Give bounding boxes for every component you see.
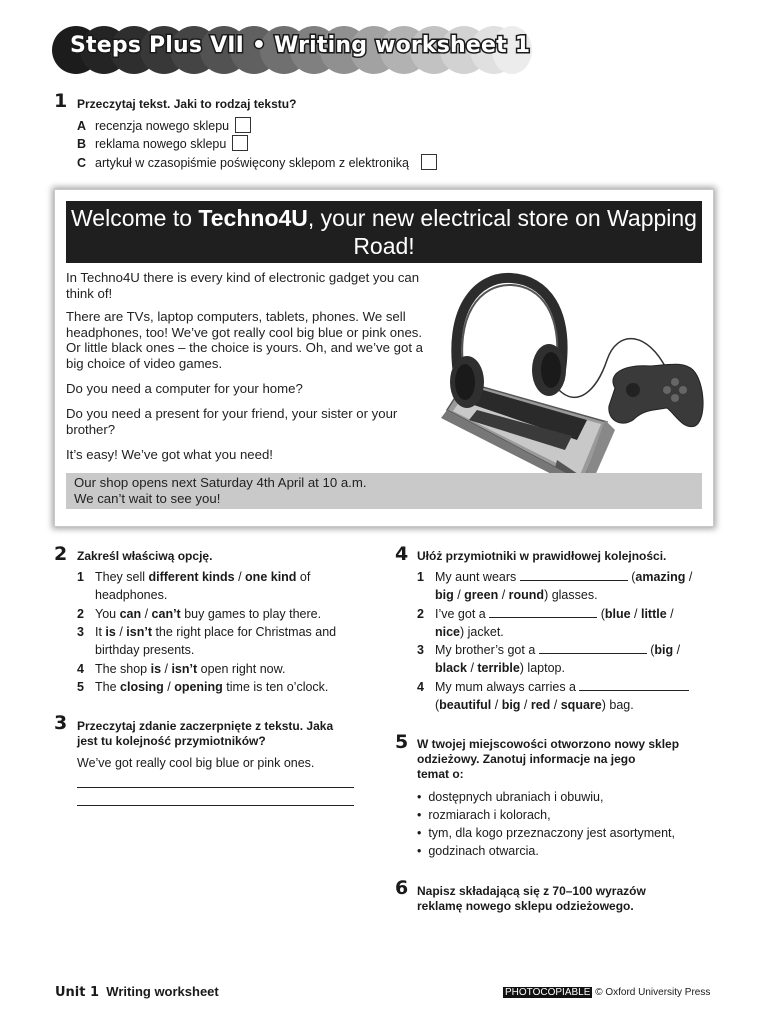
exercise-1-option-a: A recenzja nowego sklepu xyxy=(77,117,251,135)
advert-paragraph-2: There are TVs, laptop computers, tablets, phones. We sell headphones, too! We’ve got really cool big blue or pink ones. Or little black ones – the choice is yours. Oh, and we’ve got a big choice of video games. xyxy=(66,309,423,371)
worksheet-title: Steps Plus VII • Writing worksheet 1 xyxy=(70,33,531,58)
exercise-3-instruction: Przeczytaj zdanie zaczerpnięte z tekstu. Jaka jest tu kolejność przymiotników? xyxy=(77,719,334,748)
advert-opening-banner xyxy=(66,473,702,509)
exercise-3-sentence: We’ve got really cool big blue or pink ones. xyxy=(77,756,315,770)
exercise-6-number: 6 xyxy=(395,877,409,899)
advert-heading: Welcome to Techno4U, your new electrical store on Wapping Road! xyxy=(66,201,702,263)
closing-line: We can’t wait to see you! xyxy=(74,491,221,506)
exercise-2-item-5: 5 The closing / opening time is ten o’clock. xyxy=(77,680,329,694)
choice[interactable]: can xyxy=(119,607,142,621)
exercise-6-instruction: Napisz składającą się z 70–100 wyrazów reklamę nowego sklepu odzieżowego. xyxy=(417,884,646,913)
opening-date-line: Our shop opens next Saturday 4th April at 10 a.m. xyxy=(74,475,367,490)
answer-blank[interactable] xyxy=(520,569,628,581)
exercise-2-item-1: 1 They sell different kinds / one kind of headphones. xyxy=(77,570,311,602)
exercise-5-bullet-2: • rozmiarach i kolorach, xyxy=(417,808,551,822)
exercise-5-bullet-3: • tym, dla kogo przeznaczony jest asortyment, xyxy=(417,826,675,840)
advert-paragraph-1: In Techno4U there is every kind of electronic gadget you can think of! xyxy=(66,270,420,301)
exercise-4-instruction: Ułóż przymiotniki w prawidłowej kolejności. xyxy=(417,549,667,563)
choice[interactable]: can’t xyxy=(151,607,181,621)
gamepad-icon xyxy=(609,364,703,426)
exercise-3-number: 3 xyxy=(54,712,68,734)
exercise-2-item-2: 2 You can / can’t buy games to play there. xyxy=(77,607,322,621)
exercise-2-item-3: 3 It is / isn’t the right place for Christmas and birthday presents. xyxy=(77,625,337,657)
answer-blank[interactable] xyxy=(579,679,689,691)
exercise-4-item-2: 2 I’ve got a (blue / little / nice) jacket. xyxy=(417,607,674,639)
brand-name: Techno4U xyxy=(198,205,308,231)
footer-copyright: PHOTOCOPIABLE © Oxford University Press xyxy=(505,987,711,998)
checkbox-a[interactable] xyxy=(235,117,251,133)
exercise-1-option-c: C artykuł w czasopiśmie poświęcony sklepom z elektroniką xyxy=(77,154,437,172)
advert-paragraph-4: Do you need a present for your friend, your sister or your brother? xyxy=(66,406,398,437)
exercise-1-instruction: Przeczytaj tekst. Jaki to rodzaj tekstu? xyxy=(77,97,297,111)
answer-line-1[interactable] xyxy=(77,787,354,788)
exercise-5-bullet-1: • dostępnych ubraniach i obuwiu, xyxy=(417,790,604,804)
exercise-4-item-4: 4 My mum always carries a (beautiful / big / red / square) bag. xyxy=(417,678,717,714)
answer-blank[interactable] xyxy=(539,642,647,654)
choice[interactable]: different kinds xyxy=(148,570,235,584)
exercise-4-item-1: 1 My aunt wears (amazing / big / green / round) glasses. xyxy=(417,570,693,602)
choice[interactable]: isn’t xyxy=(171,662,198,676)
answer-line-2[interactable] xyxy=(77,805,354,806)
choice[interactable]: is xyxy=(105,625,116,639)
exercise-5-number: 5 xyxy=(395,731,409,753)
choice[interactable]: closing xyxy=(120,680,164,694)
exercise-5-instruction: W twojej miejscowości otworzono nowy sklep odzieżowy. Zanotuj informacje na jego temat o: xyxy=(417,737,680,781)
footer-unit: Unit 1 Writing worksheet xyxy=(55,984,219,1000)
exercise-5-bullet-4: • godzinach otwarcia. xyxy=(417,844,539,858)
exercise-2-instruction: Zakreśl właściwą opcję. xyxy=(77,549,213,563)
exercise-2-number: 2 xyxy=(54,543,68,565)
answer-blank[interactable] xyxy=(489,606,597,618)
photocopiable-badge: PHOTOCOPIABLE xyxy=(505,987,591,998)
exercise-1-option-b: B reklama nowego sklepu xyxy=(77,135,248,153)
choice[interactable]: isn’t xyxy=(126,625,152,639)
exercise-2-item-4: 4 The shop is / isn’t open right now. xyxy=(77,662,286,676)
checkbox-c[interactable] xyxy=(421,154,437,170)
advert-box xyxy=(54,189,714,527)
choice[interactable]: opening xyxy=(174,680,223,694)
choice[interactable]: one kind xyxy=(245,570,297,584)
advert-paragraph-5: It’s easy! We’ve got what you need! xyxy=(66,447,273,462)
exercise-4-number: 4 xyxy=(395,543,409,565)
exercise-1-number: 1 xyxy=(54,90,68,112)
advert-paragraph-3: Do you need a computer for your home? xyxy=(66,381,303,396)
choice[interactable]: is xyxy=(150,662,162,676)
exercise-4-item-3: 3 My brother’s got a (big / black / terrible) laptop. xyxy=(417,643,681,675)
checkbox-b[interactable] xyxy=(232,135,248,151)
